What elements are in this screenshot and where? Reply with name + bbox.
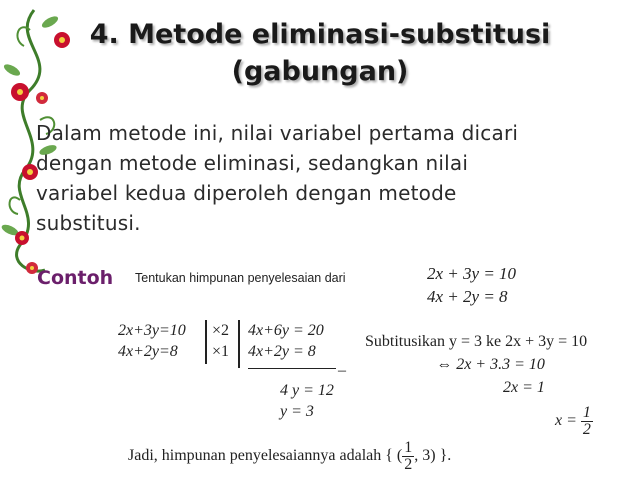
elimination-result [280, 380, 334, 422]
equation: ⇔ 2x + 3.3 = 10 [436, 356, 545, 373]
equation: 4x+6y = 20 [248, 322, 324, 339]
divider [238, 320, 240, 368]
equation: 4x+2y=8 [118, 343, 178, 360]
flower-icon [11, 83, 29, 101]
equation: 4x + 2y = 8 [427, 287, 508, 306]
elimination-original-equations [118, 320, 186, 362]
numerator: 1 [582, 404, 591, 421]
example-label: Contoh [37, 267, 114, 289]
body-line: dengan metode eliminasi, sedangkan nilai [36, 151, 469, 175]
flower-icon [36, 92, 48, 104]
multipliers [212, 320, 229, 362]
equation: 2x = 1 [503, 379, 545, 396]
body-paragraph [36, 118, 626, 238]
fraction [581, 405, 593, 438]
example-task: Tentukan himpunan penyelesaian dari [135, 271, 346, 285]
equation-system [427, 262, 516, 308]
equation: 4x+2y = 8 [248, 343, 316, 360]
conclusion [128, 440, 451, 473]
equation: 4 y = 12 [280, 382, 334, 399]
numerator: 1 [404, 439, 413, 456]
equation: 2x+3y=10 [118, 322, 186, 339]
slide-title-line-1: 4. Metode eliminasi-substitusi [89, 19, 551, 50]
flower-icon [15, 231, 29, 245]
fraction [402, 440, 414, 473]
denominator: 2 [404, 456, 413, 473]
multiplier: ×1 [212, 343, 230, 360]
substitution-intro: Subtitusikan y = 3 ke 2x + 3y = 10 [365, 333, 588, 350]
equation: y = 3 [280, 403, 314, 420]
multiplied-equations [248, 320, 324, 362]
conclusion-text: Jadi, himpunan penyelesaiannya adalah { ( [128, 447, 403, 465]
slide-title-line-2: (gabungan) [231, 56, 409, 87]
equation: 2x + 3y = 10 [427, 264, 517, 283]
body-line: Dalam metode ini, nilai variabel pertama dicari [36, 121, 519, 145]
minus-sign: – [338, 362, 346, 379]
equation-lhs: x = [555, 412, 577, 430]
substitution-steps [423, 353, 545, 399]
multiplier: ×2 [212, 322, 230, 339]
denominator: 2 [582, 421, 591, 438]
body-line: substitusi. [36, 211, 141, 235]
divider [205, 320, 207, 364]
subtraction-line [248, 368, 336, 369]
body-line: variabel kedua diperoleh dengan metode [36, 181, 457, 205]
conclusion-text: , 3) }. [414, 447, 452, 465]
final-x-value [555, 405, 593, 438]
